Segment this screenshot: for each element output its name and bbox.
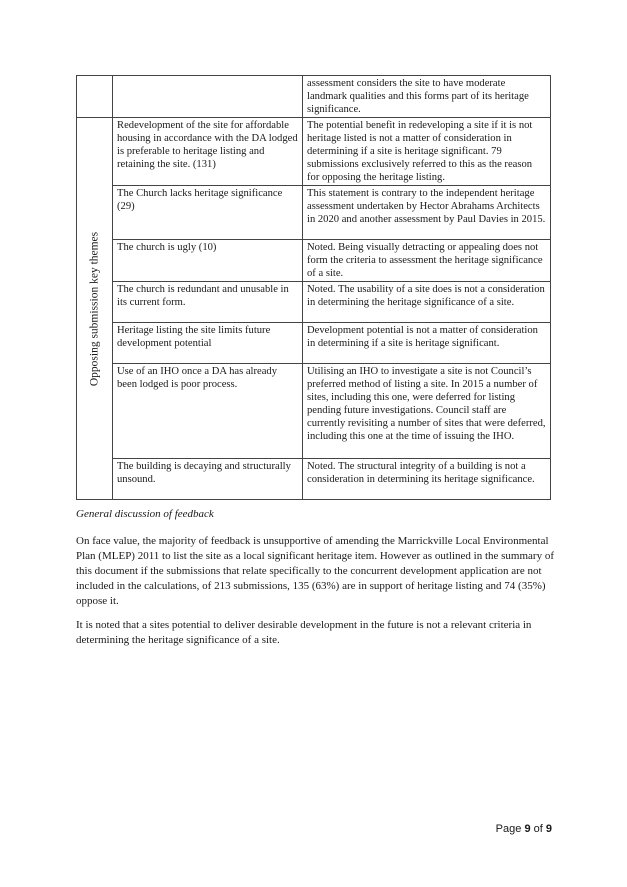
response-cell: assessment considers the site to have moderate landmark qualities and this forms part of its heritage significance. — [303, 76, 551, 118]
submission-cell: The building is decaying and structurally unsound. — [113, 459, 303, 500]
submission-cell: Heritage listing the site limits future development potential — [113, 323, 303, 364]
table-row — [77, 240, 551, 282]
response-cell: Development potential is not a matter of consideration in determining if a site is heritage significant. — [303, 323, 551, 364]
empty-cell — [77, 76, 113, 118]
table-row — [77, 186, 551, 240]
table-row — [77, 459, 551, 500]
submission-cell: The church is ugly (10) — [113, 240, 303, 282]
submission-cell: Redevelopment of the site for affordable housing in accordance with the DA lodged is preferable to heritage listing and retaining the site. (131) — [113, 118, 303, 186]
theme-cell — [77, 118, 113, 500]
current-page: 9 — [524, 823, 531, 835]
theme-label: Opposing submission key themes — [88, 231, 100, 386]
submission-cell: The Church lacks heritage significance (29) — [113, 186, 303, 240]
body-paragraph: On face value, the majority of feedback is unsupportive of amending the Marrickville Local Environmental Plan (MLEP) 2011 to list the site as a local significant heritage item. However as outlined in the summary of this document if the submissions that relate specifically to the concurrent development application are not included in the calculations, of 213 submissions, 135 (63%) are in support of heritage listing and 74 (35%) oppose it. — [76, 535, 554, 607]
submission-cell: The church is redundant and unusable in its current form. — [113, 282, 303, 323]
total-pages: 9 — [545, 823, 552, 835]
empty-cell — [113, 76, 303, 118]
response-cell: Noted. Being visually detracting or appealing does not form the criteria to assessment the heritage significance of a site. — [303, 240, 551, 282]
body-paragraph: It is noted that a sites potential to deliver desirable development in the future is not a relevant criteria in determining the heritage significance of a site. — [76, 619, 532, 646]
table-row — [77, 364, 551, 459]
response-cell: This statement is contrary to the independent heritage assessment undertaken by Hector Abrahams Architects in 2020 and another assessment by Paul Davies in 2015. — [303, 186, 551, 240]
response-cell: Noted. The usability of a site does is not a consideration in determining the heritage significance of a site. — [303, 282, 551, 323]
of-word: of — [533, 823, 543, 835]
section-heading: General discussion of feedback — [76, 508, 214, 520]
page-number — [496, 823, 552, 835]
submission-cell: Use of an IHO once a DA has already been lodged is poor process. — [113, 364, 303, 459]
response-cell: Utilising an IHO to investigate a site is not Council’s preferred method of listing a site. In 2015 a number of sites, including this one, were deferred for listing pending future investigations. Council staff are currently revisiting a number of sites that were deferred, including this one at the time of issuing the IHO. — [303, 364, 551, 459]
table-row — [77, 76, 551, 118]
table-row — [77, 282, 551, 323]
response-cell: The potential benefit in redeveloping a site if it is not heritage listed is not a matter of consideration in determining if a site is heritage significant. 79 submissions exclusively referred to this as the reason for opposing the heritage listing. — [303, 118, 551, 186]
response-cell: Noted. The structural integrity of a building is not a consideration in determining its heritage significance. — [303, 459, 551, 500]
feedback-table — [76, 75, 551, 500]
table-row — [77, 118, 551, 186]
table-row — [77, 323, 551, 364]
page-word: Page — [495, 823, 522, 835]
